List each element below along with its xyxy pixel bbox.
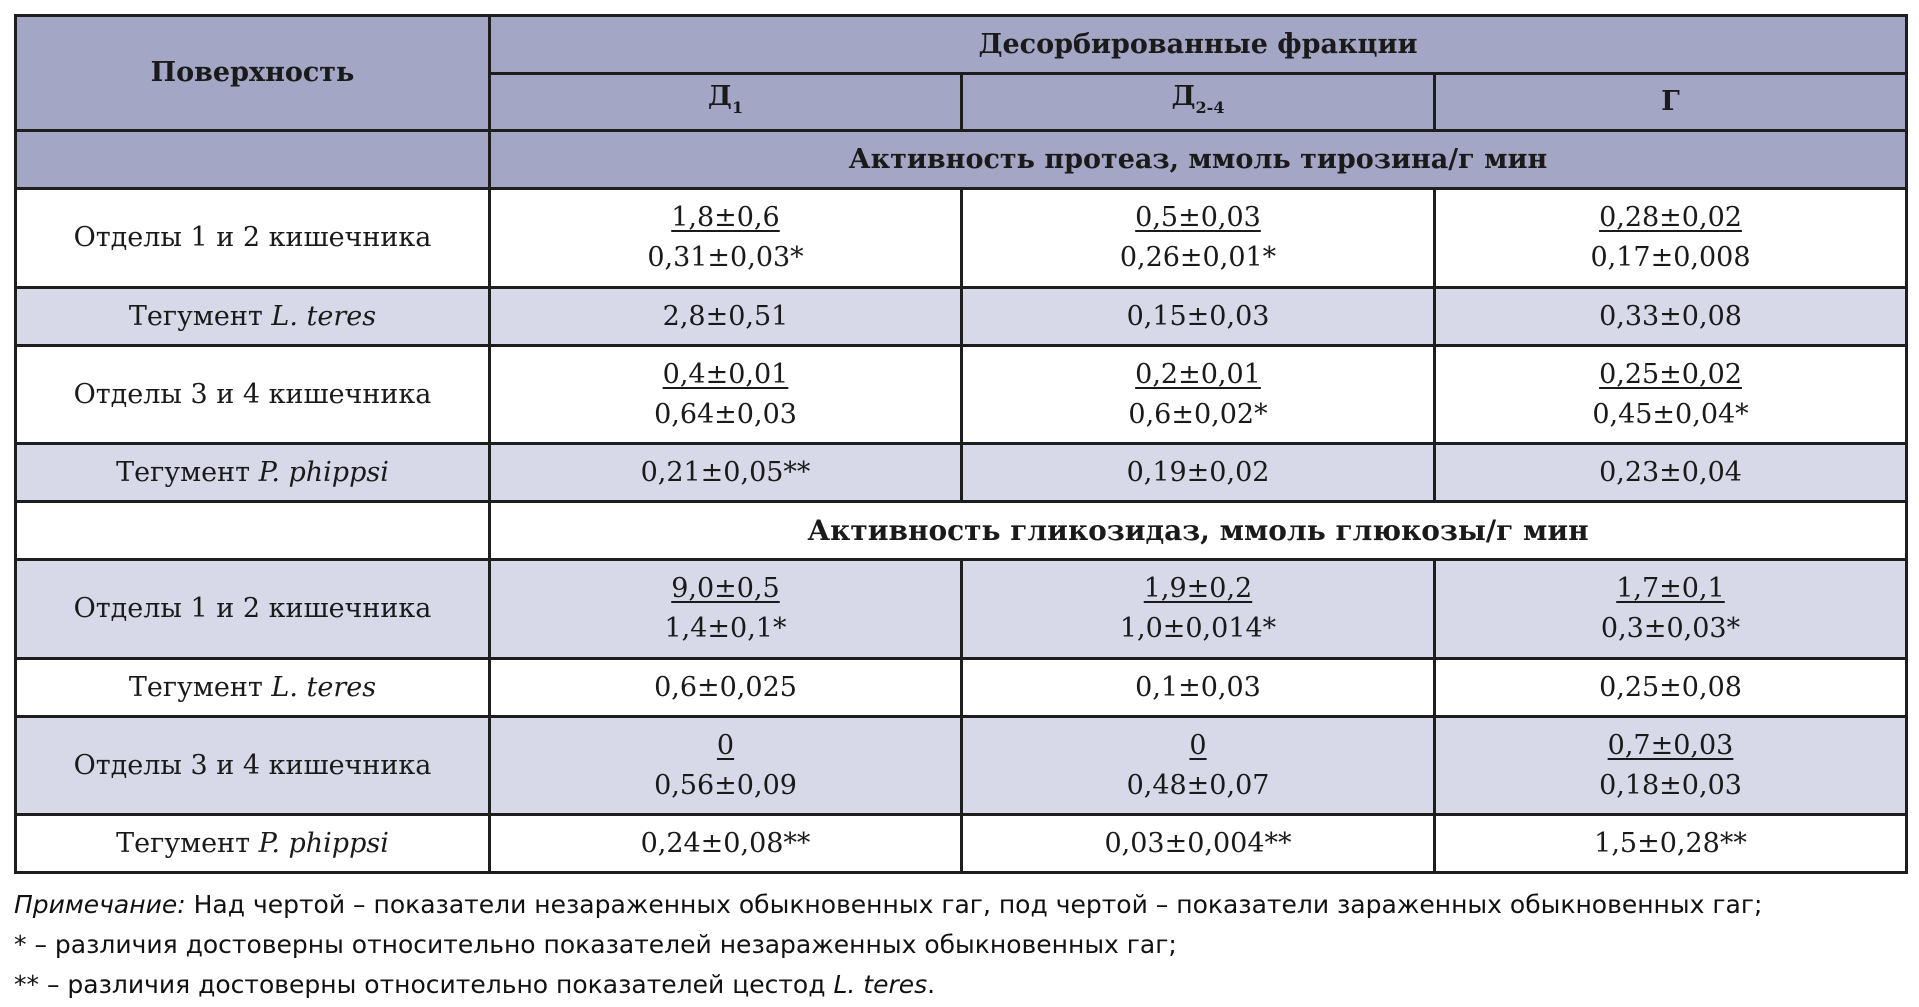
cell-d24: 0,1±0,03 (962, 659, 1435, 717)
data-table-container (14, 14, 1905, 874)
table-row (16, 717, 1907, 815)
row-surface: Отделы 1 и 2 кишечника (16, 560, 490, 659)
note-line-3-prefix: ** – различия достоверны относительно показателей цестод (14, 970, 826, 999)
value-infected: 0,17±0,008 (1590, 242, 1751, 273)
table-row (16, 659, 1907, 717)
note-line-1-text: Над чертой – показатели незараженных обыкновенных гаг, под чертой – показатели зараженных обыкновенных гаг; (193, 890, 1763, 919)
header-col-g: Г (1435, 74, 1907, 131)
cell-d1 (490, 189, 962, 288)
value-infected: 0,64±0,03 (654, 398, 797, 430)
table-row (16, 346, 1907, 444)
cell-g: 0,33±0,08 (1435, 288, 1907, 346)
cell-g: 0,25±0,08 (1435, 659, 1907, 717)
surface-prefix: Тегумент (116, 456, 251, 488)
note-line-3-species: L. teres (833, 970, 928, 999)
header-col-d1-label: Д (707, 80, 732, 112)
surface-prefix: Тегумент (128, 671, 263, 703)
row-surface (16, 659, 490, 717)
cell-d24 (962, 560, 1435, 659)
header-surface: Поверхность (16, 16, 490, 131)
value-infected: 0,26±0,01* (1119, 242, 1277, 273)
header-col-d24 (962, 74, 1435, 131)
section2-title-row (16, 502, 1907, 560)
value-control: 1,9±0,2 (1143, 573, 1253, 604)
cell-d24: 0,15±0,03 (962, 288, 1435, 346)
cell-d24 (962, 346, 1435, 444)
row-surface: Отделы 1 и 2 кишечника (16, 189, 490, 288)
row-surface (16, 288, 490, 346)
header-col-d24-sub: 2-4 (1195, 97, 1225, 117)
cell-g (1435, 189, 1907, 288)
cell-d1: 0,24±0,08** (490, 815, 962, 873)
cell-d1 (490, 717, 962, 815)
cell-d24 (962, 189, 1435, 288)
surface-species: L. teres (271, 671, 377, 703)
value-infected: 0,6±0,02* (1128, 398, 1268, 430)
section1-title: Активность протеаз, ммоль тирозина/г мин (490, 131, 1907, 189)
cell-d1: 0,21±0,05** (490, 444, 962, 502)
cell-g: 0,23±0,04 (1435, 444, 1907, 502)
value-infected: 0,18±0,03 (1599, 769, 1742, 801)
cell-d24: 0,19±0,02 (962, 444, 1435, 502)
row-surface: Отделы 3 и 4 кишечника (16, 346, 490, 444)
table-row (16, 815, 1907, 873)
header-col-d1-sub: 1 (731, 97, 744, 117)
row-surface: Отделы 3 и 4 кишечника (16, 717, 490, 815)
header-fractions: Десорбированные фракции (490, 16, 1907, 74)
value-control: 1,8±0,6 (671, 202, 780, 233)
value-infected: 0,45±0,04* (1592, 398, 1749, 430)
value-control: 0,25±0,02 (1599, 358, 1742, 390)
table-row (16, 189, 1907, 288)
value-control: 0 (716, 729, 735, 761)
value-control: 0,7±0,03 (1607, 729, 1734, 761)
note-line-2: * – различия достоверны относительно показателей незараженных обыкновенных гаг; (14, 930, 1177, 959)
section2-title: Активность гликозидаз, ммоль глюкозы/г мин (490, 502, 1907, 560)
cell-d1: 2,8±0,51 (490, 288, 962, 346)
surface-prefix: Тегумент (116, 827, 251, 859)
table-footnote (14, 885, 1905, 1005)
cell-g (1435, 717, 1907, 815)
section1-title-row (16, 131, 1907, 189)
value-control: 0,2±0,01 (1135, 358, 1261, 390)
surface-species: P. phippsi (258, 827, 389, 859)
cell-d24 (962, 717, 1435, 815)
value-infected: 0,48±0,07 (1126, 769, 1270, 801)
row-surface (16, 444, 490, 502)
note-line-1 (14, 885, 1905, 925)
value-control: 0,5±0,03 (1135, 202, 1261, 233)
table-row (16, 288, 1907, 346)
header-row-1 (16, 16, 1907, 74)
surface-species: L. teres (271, 300, 377, 332)
note-label: Примечание: (14, 890, 186, 919)
cell-d1: 0,6±0,025 (490, 659, 962, 717)
table-row (16, 444, 1907, 502)
value-control: 9,0±0,5 (671, 573, 780, 604)
cell-d24: 0,03±0,004** (962, 815, 1435, 873)
cell-g (1435, 346, 1907, 444)
table-row (16, 560, 1907, 659)
value-infected: 1,4±0,1* (664, 613, 787, 644)
value-infected: 0,31±0,03* (647, 242, 804, 273)
note-line-3 (14, 965, 1905, 1005)
cell-d1 (490, 346, 962, 444)
value-control: 0,28±0,02 (1599, 202, 1742, 233)
enzyme-activity-table (14, 14, 1908, 874)
header-col-d24-label: Д (1171, 80, 1196, 112)
value-infected: 0,3±0,03* (1600, 613, 1741, 644)
cell-g: 1,5±0,28** (1435, 815, 1907, 873)
value-control: 0,4±0,01 (662, 358, 789, 390)
value-control: 1,7±0,1 (1616, 573, 1725, 604)
surface-species: P. phippsi (258, 456, 389, 488)
header-col-d1 (490, 74, 962, 131)
value-infected: 1,0±0,014* (1119, 613, 1277, 644)
row-surface (16, 815, 490, 873)
surface-prefix: Тегумент (128, 300, 263, 332)
note-line-3-suffix: . (927, 970, 936, 999)
value-infected: 0,56±0,09 (654, 769, 797, 801)
value-control: 0 (1189, 729, 1207, 761)
cell-d1 (490, 560, 962, 659)
cell-g (1435, 560, 1907, 659)
